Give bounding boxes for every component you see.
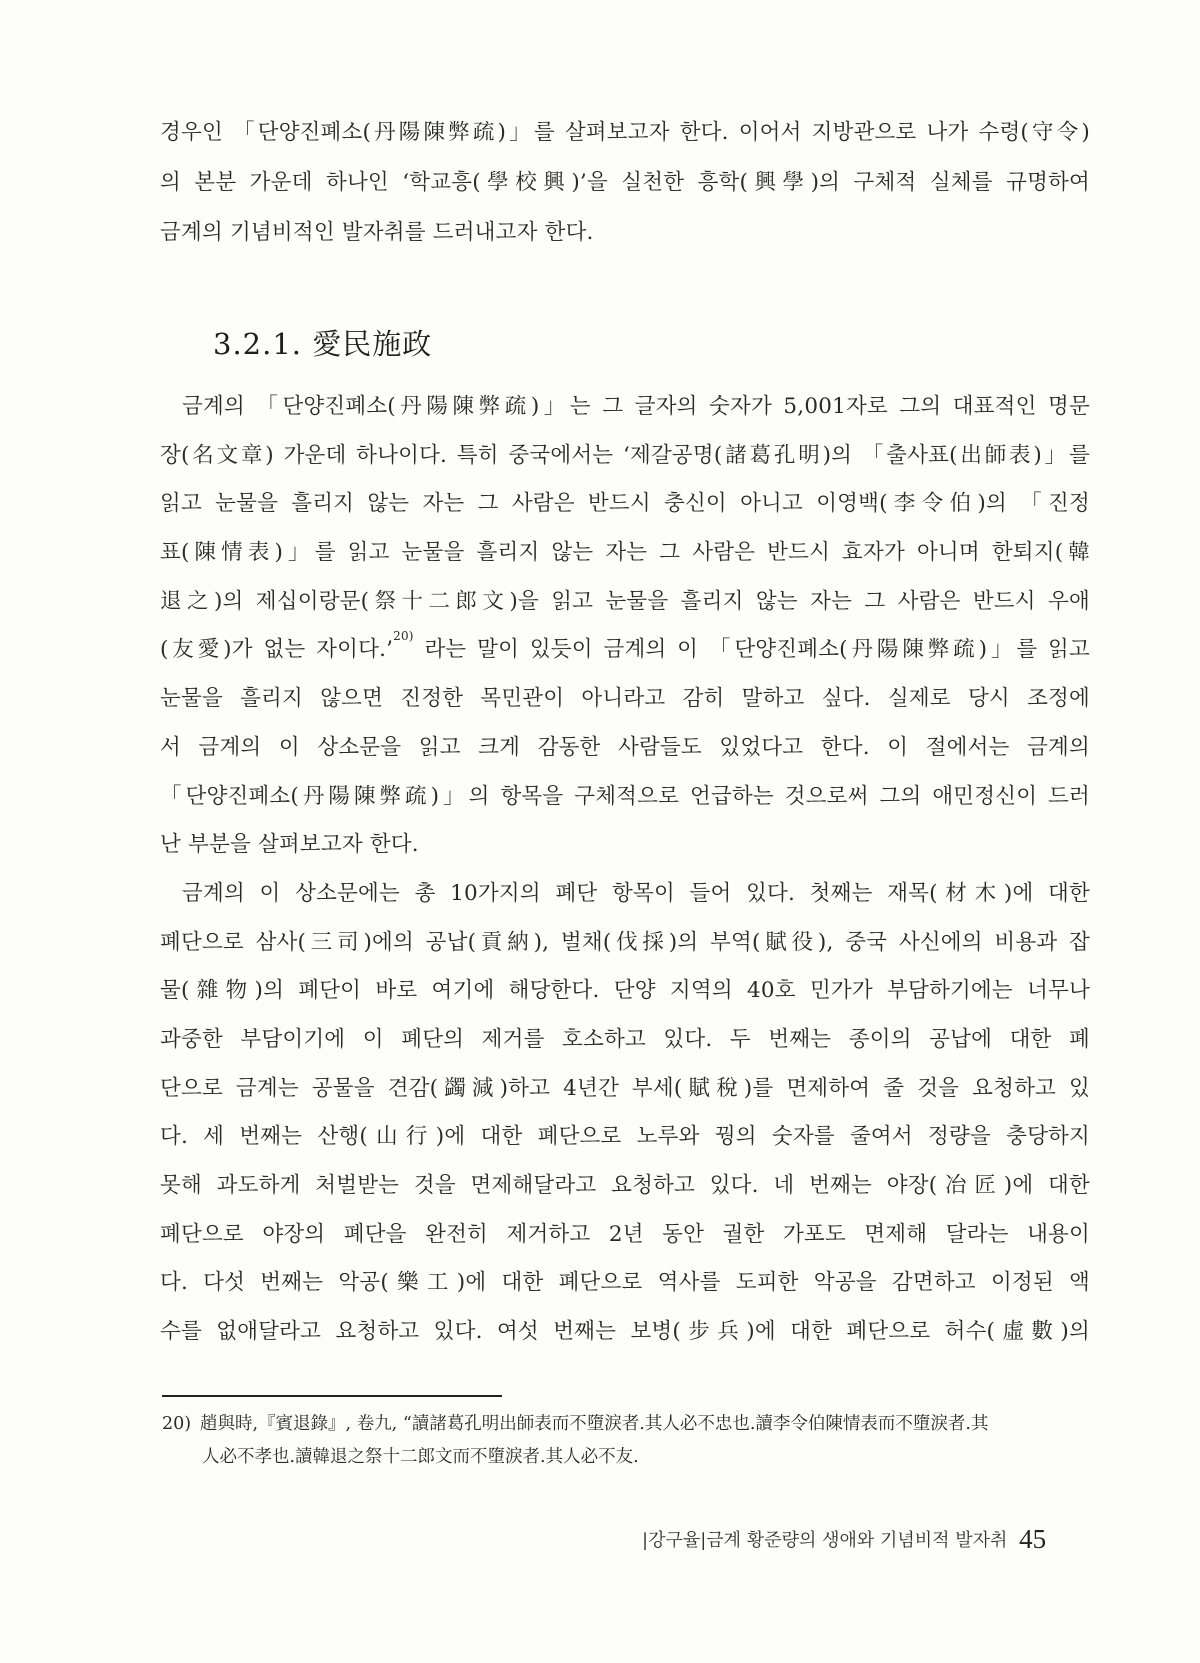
text-line: 과중한 부담이기에 이 폐단의 제거를 호소하고 있다. 두 번째는 종이의 공납에 대한 폐: [160, 1026, 1090, 1052]
text-line: 「단양진폐소(丹陽陳弊疏)」의 항목을 구체적으로 언급하는 것으로써 그의 애민정신이 드러: [160, 783, 1090, 809]
footnote-reference[interactable]: 20): [393, 629, 414, 644]
text-line: 폐단으로 야장의 폐단을 완전히 제거하고 2년 동안 궐한 가포도 면제해 달라는 내용이: [160, 1221, 1090, 1247]
footnote: [162, 1408, 1092, 1474]
text-segment: 라는 말이 있듯이 금계의 이 「단양진폐소(丹陽陳弊疏)」를 읽고: [413, 637, 1090, 663]
running-title: |강구율|금계 황준량의 생애와 기념비적 발자취: [642, 1530, 1008, 1551]
text-line: 장(名文章) 가운데 하나이다. 특히 중국에서는 ‘제갈공명(諸葛孔明)의 「출사표(出師表)」를: [160, 442, 1090, 468]
page-number: 45: [1019, 1524, 1047, 1554]
running-footer: [642, 1522, 1092, 1553]
footnote-text: 人必不孝也.讀韓退之祭十二郎文而不墮淚者.其人必不友.: [202, 1447, 639, 1467]
text-line: 경우인 「단양진폐소(丹陽陳弊疏)」를 살펴보고자 한다. 이어서 지방관으로 나가 수령(守令): [160, 120, 1090, 145]
text-line: 난 부분을 살펴보고자 한다.: [160, 832, 419, 858]
body-text: [160, 383, 1090, 1357]
footnote-number: 20): [162, 1414, 192, 1434]
footnote-text: 趙與時,『賓退錄』, 卷九, “讀諸葛孔明出師表而不墮淚者.其人必不忠也.讀李令伯陳情表而不墮淚者.其: [200, 1414, 989, 1434]
text-segment: (友愛)가 없는 자이다.’: [160, 637, 394, 663]
text-line: 폐단으로 삼사(三司)에의 공납(貢納), 벌채(伐採)의 부역(賦役), 중국 사신에의 비용과 잡: [160, 929, 1090, 955]
text-line: 금계의 기념비적인 발자취를 드러내고자 한다.: [160, 220, 594, 245]
intro-paragraph: [160, 108, 1090, 258]
text-line: 수를 없애달라고 요청하고 있다. 여섯 번째는 보병(步兵)에 대한 폐단으로 허수(虛數)의: [160, 1319, 1090, 1345]
text-line: 의 본분 가운데 하나인 ‘학교흥(學校興)’을 실천한 흥학(興學)의 구체적 실체를 규명하여: [160, 170, 1090, 195]
section-heading: 3.2.1. 愛民施政: [213, 327, 433, 361]
text-line: 단으로 금계는 공물을 견감(蠲減)하고 4년간 부세(賦稅)를 면제하여 줄 것을 요청하고 있: [160, 1075, 1090, 1101]
footnote-line: [162, 1408, 1092, 1441]
text-line: 다. 다섯 번째는 악공(樂工)에 대한 폐단으로 역사를 도피한 악공을 감면하고 이정된 액: [160, 1270, 1090, 1296]
text-line: 금계의 「단양진폐소(丹陽陳弊疏)」는 그 글자의 숫자가 5,001자로 그의 대표적인 명문: [182, 394, 1090, 419]
text-line: 서 금계의 이 상소문을 읽고 크게 감동한 사람들도 있었다고 한다. 이 절에서는 금계의: [160, 734, 1090, 760]
text-line: 표(陳情表)」를 읽고 눈물을 흘리지 않는 자는 그 사람은 반드시 효자가 아니며 한퇴지(韓: [160, 540, 1090, 566]
text-line: 못해 과도하게 처벌받는 것을 면제해달라고 요청하고 있다. 네 번째는 야장(冶匠)에 대한: [160, 1173, 1090, 1198]
text-line: 물(雜物)의 폐단이 바로 여기에 해당한다. 단양 지역의 40호 민가가 부담하기에는 너무나: [160, 978, 1090, 1004]
text-line: 退之)의 제십이랑문(祭十二郎文)을 읽고 눈물을 흘리지 않는 자는 그 사람은 반드시 우애: [160, 588, 1090, 614]
text-line: 읽고 눈물을 흘리지 않는 자는 그 사람은 반드시 충신이 아니고 이영백(李令伯)의 「진정: [160, 491, 1090, 517]
footnote-divider: [162, 1395, 502, 1397]
text-line: 눈물을 흘리지 않으면 진정한 목민관이 아니라고 감히 말하고 싶다. 실제로 당시 조정에: [160, 686, 1090, 712]
text-line: 금계의 이 상소문에는 총 10가지의 폐단 항목이 들어 있다. 첫째는 재목(材木)에 대한: [182, 880, 1090, 906]
text-line-with-footnote-ref: [160, 626, 1090, 675]
text-line: 다. 세 번째는 산행(山行)에 대한 폐단으로 노루와 꿩의 숫자를 줄여서 정량을 충당하지: [160, 1124, 1090, 1150]
